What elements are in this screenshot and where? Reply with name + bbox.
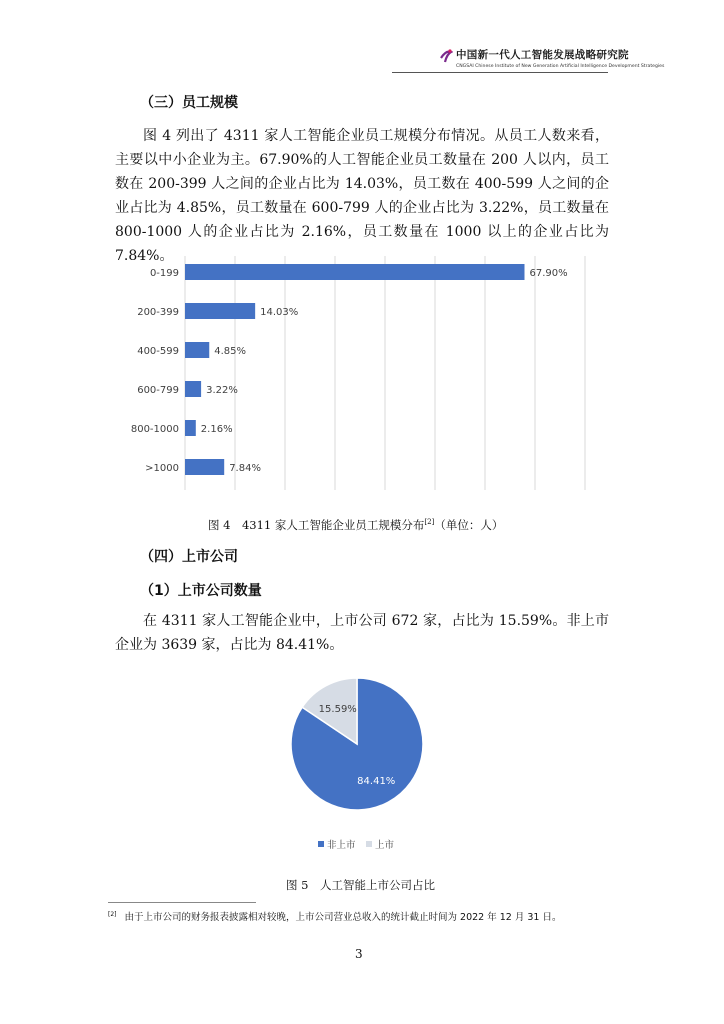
- figure-5-caption: 图 5 人工智能上市公司占比: [286, 878, 435, 892]
- figure-4-caption-unit: （单位：人）: [434, 518, 504, 532]
- bar: [185, 381, 201, 397]
- category-label: 0-199: [149, 268, 179, 279]
- footnote-marker: [2]: [108, 910, 117, 918]
- data-label: 7.84%: [229, 463, 261, 474]
- pie-data-label: 84.41%: [357, 776, 396, 788]
- paragraph-staff-size: 图 4 列出了 4311 家人工智能企业员工规模分布情况。从员工人数来看，主要以中小企业为主。67.90%的人工智能企业员工数量在 200 人以内，员工数在 200-399 人之间的企业占比为 14.03%，员工数在 400-599 人之间的企业占比为 4.85%，员工数量在 600-799 人的企业占比为 3.22%，员工数量在 800-1000 人的企业占比为 2.16%，员工数量在 1000 以上的企业占比为 7.84%。: [115, 128, 609, 264]
- figure-4-caption-text: 图 4 4311 家人工智能企业员工规模分布: [208, 518, 425, 532]
- paragraph-listed-count: 在 4311 家人工智能企业中，上市公司 672 家，占比为 15.59%。非上市企业为 3639 家，占比为 84.41%。: [115, 613, 609, 653]
- data-label: 67.90%: [529, 268, 568, 279]
- institute-logo-icon: [439, 48, 453, 64]
- category-label: 400-599: [137, 346, 179, 357]
- data-label: 2.16%: [200, 424, 233, 435]
- legend-label: 上市: [375, 840, 395, 851]
- bar: [185, 342, 209, 358]
- footnote-ref: [2]: [424, 518, 435, 527]
- section-heading-listed-companies: （四）上市公司: [140, 549, 238, 565]
- bar: [185, 264, 525, 280]
- data-label: 3.22%: [206, 385, 238, 396]
- data-label: 4.85%: [214, 346, 247, 357]
- bar: [185, 420, 196, 436]
- legend-label: 非上市: [327, 840, 356, 851]
- bar: [185, 303, 255, 319]
- pie-data-label: 15.59%: [318, 703, 357, 715]
- footnote-text: 由于上市公司的财务报表披露相对较晚，上市公司营业总收入的统计截止时间为 2022 年 12 月 31 日。: [124, 912, 562, 923]
- page-number: 3: [355, 947, 363, 961]
- header-subtitle: CNGSAI Chinese Institute of New Generation Artificial Intelligence Development Strategies: [456, 64, 665, 69]
- category-label: 600-799: [137, 385, 179, 396]
- section-heading-staff-size: （三）员工规模: [140, 95, 238, 111]
- header-divider: [392, 72, 608, 73]
- listed-share-pie-chart: [280, 668, 440, 863]
- category-label: >1000: [145, 463, 179, 474]
- legend-swatch: [318, 841, 324, 847]
- header-title: 中国新一代人工智能发展战略研究院: [456, 49, 629, 61]
- staff-size-bar-chart: [110, 256, 590, 496]
- subsection-heading-listed-count: （1）上市公司数量: [140, 583, 262, 599]
- figure-4-caption: [208, 517, 503, 533]
- data-label: 14.03%: [260, 307, 299, 318]
- category-label: 200-399: [137, 307, 179, 318]
- footnote: [108, 909, 561, 923]
- bar: [185, 459, 224, 475]
- footnote-divider: [108, 902, 256, 903]
- legend-swatch: [366, 841, 372, 847]
- category-label: 800-1000: [130, 424, 179, 435]
